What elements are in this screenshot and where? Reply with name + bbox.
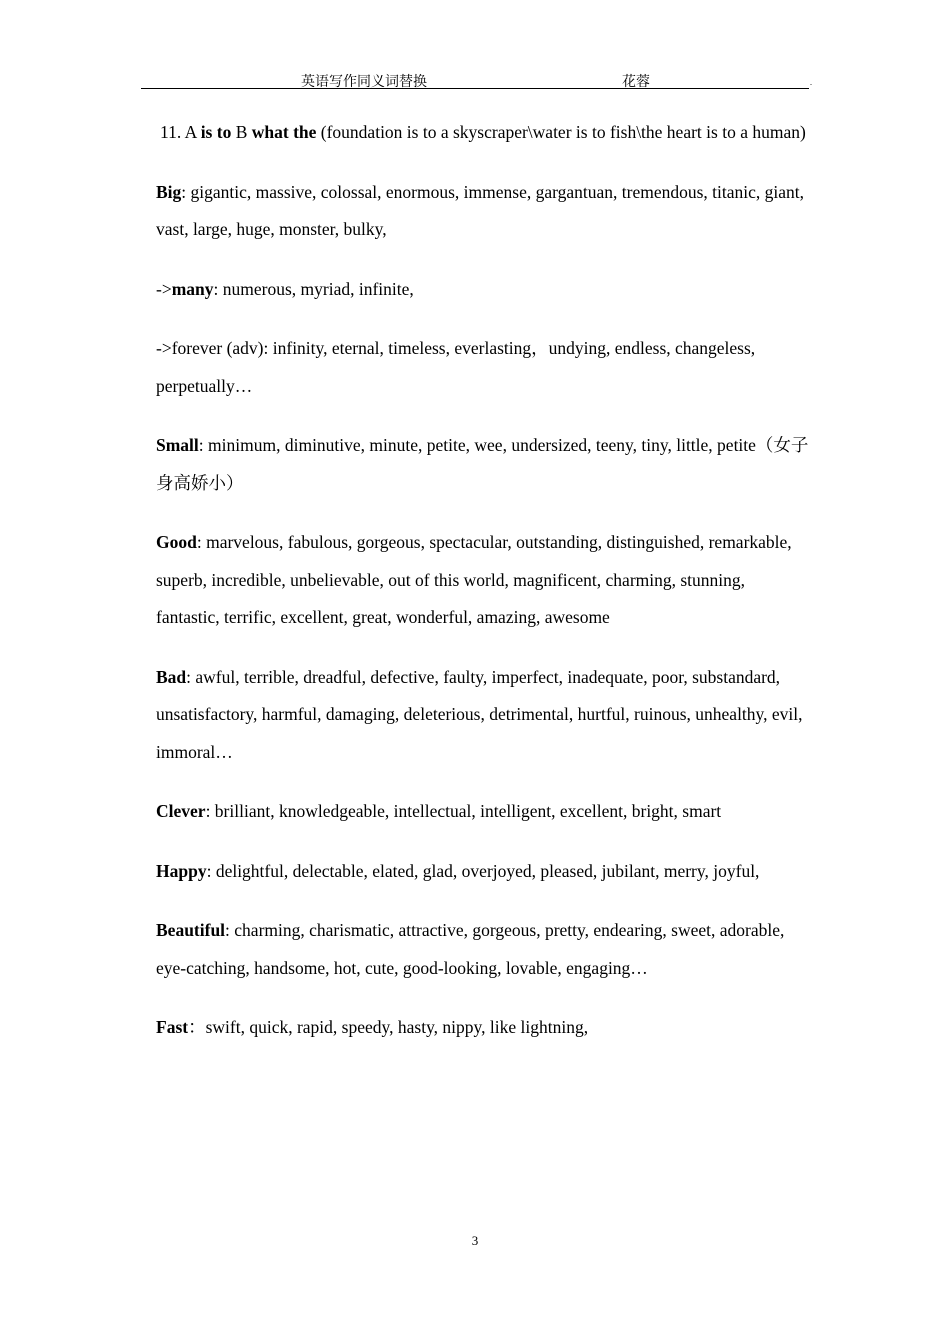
synonyms-happy: : delightful, delectable, elated, glad, overjoyed, pleased, jubilant, merry, joyful, (206, 860, 760, 881)
page-header (141, 66, 812, 90)
synonyms-small: : minimum, diminutive, minute, petite, wee, undersized, teeny, tiny, little, petite（女子身高娇小） (156, 435, 809, 493)
analogy-prefix: 11. A (160, 122, 201, 142)
header-title: 英语写作同义词替换 (301, 75, 427, 90)
header-author: 花蓉 (622, 75, 650, 90)
synonyms-big: : gigantic, massive, colossal, enormous, immense, gargantuan, tremendous, titanic, giant, vast, large, huge, monster, bulky, (156, 181, 805, 239)
term-big: Big (156, 181, 182, 202)
arrow-prefix: -> (156, 278, 172, 299)
synonyms-many: : numerous, myriad, infinite, (213, 278, 414, 299)
term-good: Good (156, 532, 197, 552)
synonyms-forever: ->forever (adv): infinity, eternal, timeless, everlasting，undying, endless, changeless, perpetually… (156, 338, 756, 396)
term-beautiful: Beautiful (156, 920, 226, 940)
paragraph-good (156, 524, 811, 637)
synonyms-clever: : brilliant, knowledgeable, intellectual, intelligent, excellent, bright, smart (205, 801, 722, 821)
paragraph-forever (156, 330, 811, 405)
term-fast: Fast (156, 1017, 189, 1037)
header-mark: . (810, 78, 812, 87)
analogy-rest: (foundation is to a skyscraper\water is to fish\the heart is to a human) (316, 122, 806, 142)
paragraph-big (156, 174, 811, 249)
paragraph-happy (156, 853, 811, 891)
paragraph-clever (156, 793, 811, 831)
paragraph-fast (156, 1009, 811, 1047)
analogy-bold-1: is to (200, 122, 232, 142)
paragraph-many (156, 271, 811, 309)
page-number: 3 (471, 1233, 479, 1248)
analogy-mid: B (231, 122, 252, 142)
synonyms-beautiful: : charming, charismatic, attractive, gorgeous, pretty, endearing, sweet, adorable, eye-catching, handsome, hot, cute, good-looking, lovable, engaging… (156, 920, 785, 978)
page-footer (0, 1233, 950, 1249)
document-body (156, 114, 811, 1069)
term-bad: Bad (156, 666, 187, 687)
term-many: many (171, 278, 214, 299)
paragraph-small (156, 427, 811, 502)
paragraph-analogy (156, 114, 811, 152)
synonyms-good: : marvelous, fabulous, gorgeous, spectacular, outstanding, distinguished, remarkable, superb, incredible, unbelievable, out of this world, magnificent, charming, stunning, fantastic, terrific, excellent, great, wonderful, amazing, awesome (156, 532, 792, 627)
term-happy: Happy (156, 860, 207, 881)
paragraph-bad (156, 659, 811, 772)
synonyms-fast: ：swift, quick, rapid, speedy, hasty, nippy, like lightning, (188, 1017, 589, 1037)
term-small: Small (156, 435, 199, 455)
analogy-bold-2: what the (251, 122, 317, 142)
term-clever: Clever (156, 801, 206, 821)
synonyms-bad: : awful, terrible, dreadful, defective, faulty, imperfect, inadequate, poor, substandard, unsatisfactory, harmful, damaging, deleterious, detrimental, hurtful, ruinous, unhealthy, evil, immoral… (156, 666, 803, 762)
paragraph-beautiful (156, 912, 811, 987)
